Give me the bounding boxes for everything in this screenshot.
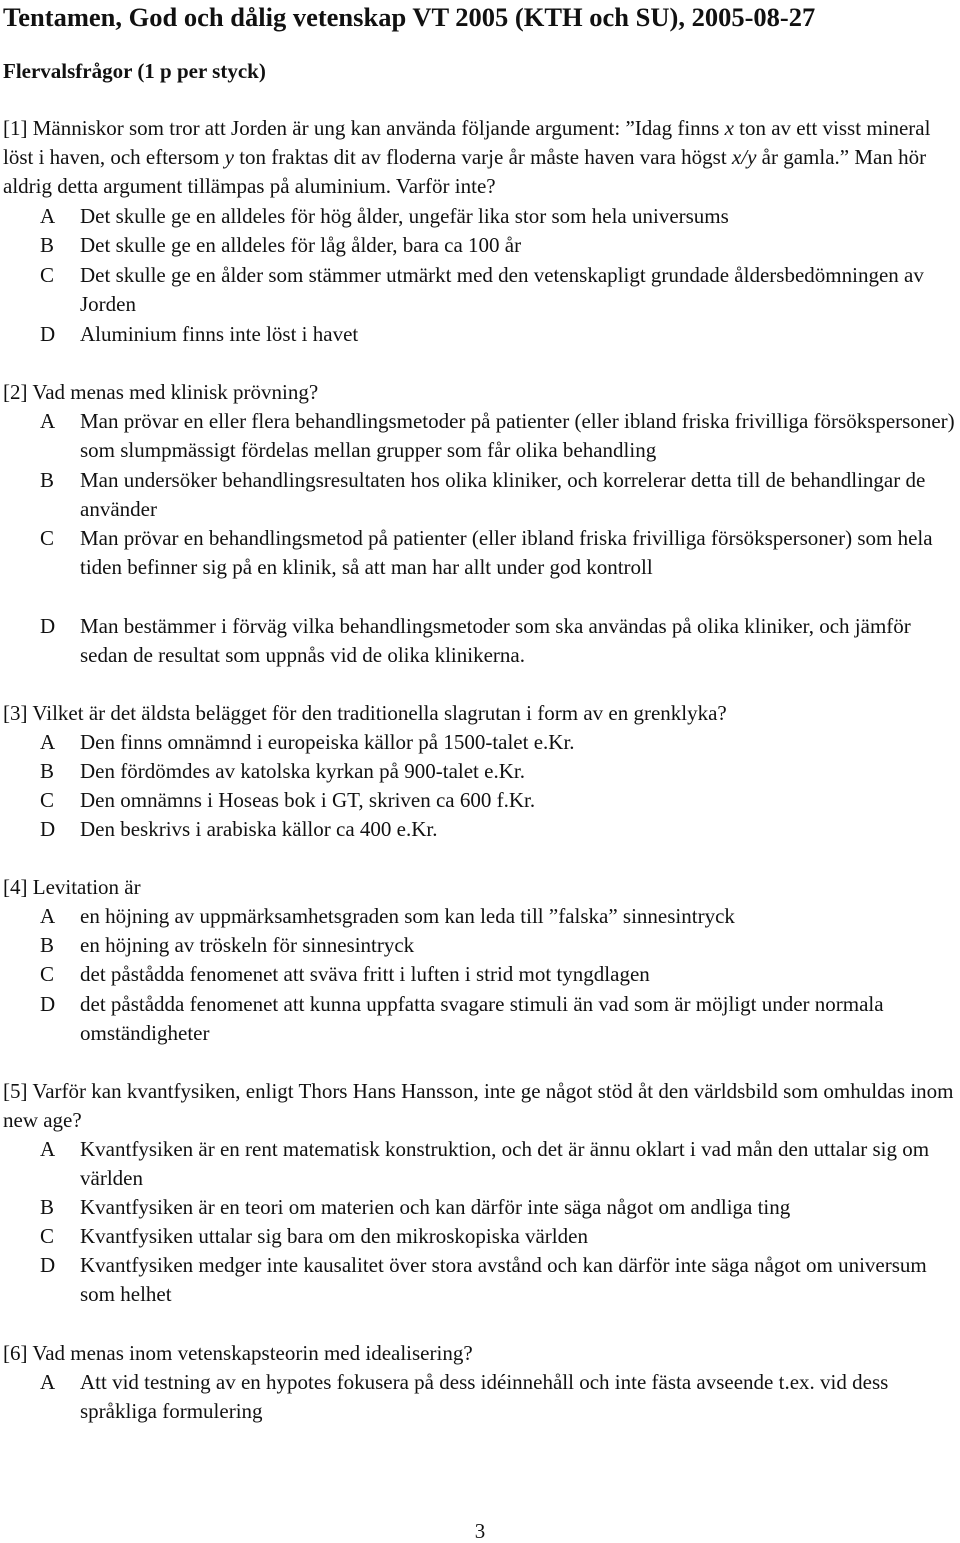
question-5-option-d: [40, 1251, 958, 1309]
option-letter: A: [40, 730, 56, 754]
variable-y: y: [224, 145, 234, 170]
option-letter: C: [40, 526, 55, 550]
option-letter: A: [40, 204, 56, 228]
option-text: det påstådda fenomenet att sväva fritt i luften i strid mot tyngdlagen: [80, 962, 650, 986]
option-letter: B: [40, 233, 55, 257]
option-text: Den finns omnämnd i europeiska källor på 1500-talet e.Kr.: [80, 730, 575, 754]
option-text: Det skulle ge en ålder som stämmer utmärkt med den vetenskapligt grundade åldersbedömningen av Jorden: [80, 263, 924, 317]
option-text: Kvantfysiken är en rent matematisk konstruktion, och det är ännu oklart i vad mån den uttalar sig om världen: [80, 1137, 930, 1191]
option-text: Det skulle ge en alldeles för hög ålder, ungefär lika stor som hela universums: [80, 204, 729, 228]
question-5-option-b: [40, 1193, 958, 1222]
question-1-option-c: [40, 261, 958, 319]
question-2-option-a: [40, 407, 958, 465]
question-4-option-c: [40, 960, 958, 989]
option-letter: A: [40, 409, 56, 433]
variable-x: x: [724, 116, 734, 140]
question-5-option-c: [40, 1222, 958, 1251]
question-2-option-c: [40, 524, 958, 582]
question-6-option-a: [40, 1368, 958, 1426]
option-letter: C: [40, 962, 55, 986]
section-heading: Flervalsfrågor (1 p per styck): [3, 59, 266, 83]
option-letter: C: [40, 788, 55, 812]
option-text: Kvantfysiken är en teori om materien och kan därför inte säga något om andliga ting: [80, 1195, 791, 1219]
question-3-stem: [3] Vilket är det äldsta belägget för den traditionella slagrutan i form av en grenklyka?: [3, 701, 727, 725]
option-letter: C: [40, 263, 55, 287]
option-text: Det skulle ge en alldeles för låg ålder, bara ca 100 år: [80, 233, 522, 257]
option-text: en höjning av uppmärksamhetsgraden som kan leda till ”falska” sinnesintryck: [80, 904, 735, 928]
question-3-option-d: [40, 815, 958, 844]
question-2-stem: [2] Vad menas med klinisk prövning?: [3, 380, 319, 404]
option-text: Den beskrivs i arabiska källor ca 400 e.Kr.: [80, 817, 438, 841]
question-3-option-b: [40, 757, 958, 786]
question-4-option-d: [40, 990, 958, 1048]
question-1-stem-part: ton fraktas dit av floderna varje år måste haven vara högst: [233, 145, 732, 170]
question-3-option-a: [40, 728, 958, 757]
question-1-stem-part: [1] Människor som tror att Jorden är ung kan använda följande argument: ”Idag finns: [3, 116, 725, 140]
variable-x-over-y: x/y: [731, 145, 757, 170]
option-text: Den fördömdes av katolska kyrkan på 900-talet e.Kr.: [80, 759, 525, 783]
question-4-option-a: [40, 902, 958, 931]
option-letter: D: [40, 992, 56, 1016]
question-1-stem-part: ton av ett visst mineral löst i haven, och eftersom: [3, 116, 931, 170]
option-text: Den omnämns i Hoseas bok i GT, skriven ca 600 f.Kr.: [80, 788, 536, 812]
question-4-option-b: [40, 931, 958, 960]
option-letter: A: [40, 1137, 56, 1161]
option-text: Att vid testning av en hypotes fokusera på dess idéinnehåll och inte fästa avseende t.ex. vid dess språkliga formulering: [80, 1370, 889, 1424]
option-text: en höjning av tröskeln för sinnesintryck: [80, 933, 415, 957]
option-text: Man undersöker behandlingsresultaten hos olika kliniker, och korrelerar detta till de behandlingar de använder: [80, 468, 926, 522]
option-letter: D: [40, 322, 56, 346]
question-1-stem: [3, 114, 958, 202]
option-letter: A: [40, 1370, 56, 1394]
option-letter: D: [40, 614, 56, 638]
question-2-option-d: [40, 612, 958, 670]
option-text: Kvantfysiken uttalar sig bara om den mikroskopiska världen: [80, 1224, 588, 1248]
option-letter: B: [40, 933, 55, 957]
question-1-option-b: [40, 231, 958, 260]
question-3-option-c: [40, 786, 958, 815]
page-number: 3: [474, 1519, 486, 1543]
option-letter: D: [40, 817, 56, 841]
option-letter: B: [40, 468, 55, 492]
option-letter: B: [40, 759, 55, 783]
question-4-stem: [4] Levitation är: [3, 875, 141, 899]
option-letter: D: [40, 1253, 56, 1277]
option-text: Man prövar en behandlingsmetod på patienter (eller ibland friska frivilliga försökspersoner) som hela tiden befinner sig på en klinik, så att man har allt under god kontroll: [80, 526, 933, 580]
option-text: Kvantfysiken medger inte kausalitet över stora avstånd och kan därför inte säga något om universum som helhet: [80, 1253, 927, 1307]
question-1-option-d: [40, 320, 958, 349]
option-text: Aluminium finns inte löst i havet: [80, 322, 359, 346]
question-2-option-b: [40, 466, 958, 524]
option-text: Man bestämmer i förväg vilka behandlingsmetoder som ska användas på olika kliniker, och jämför sedan de resultat som uppnås vid de olika klinikerna.: [80, 614, 911, 668]
question-6-stem: [6] Vad menas inom vetenskapsteorin med idealisering?: [3, 1341, 473, 1365]
question-1-stem-part: år gamla.” Man hör aldrig detta argument tillämpas på aluminium. Varför inte?: [3, 145, 927, 199]
question-5-stem: [5] Varför kan kvantfysiken, enligt Thors Hans Hansson, inte ge något stöd åt den världsbild som omhuldas inom new age?: [3, 1079, 954, 1133]
option-text: det påstådda fenomenet att kunna uppfatta svagare stimuli än vad som är möjligt under normala omständigheter: [80, 992, 884, 1046]
question-1-option-a: [40, 202, 958, 231]
option-letter: A: [40, 904, 56, 928]
option-letter: C: [40, 1224, 55, 1248]
page-title: Tentamen, God och dålig vetenskap VT 2005 (KTH och SU), 2005-08-27: [3, 2, 816, 32]
question-5-option-a: [40, 1135, 958, 1193]
option-text: Man prövar en eller flera behandlingsmetoder på patienter (eller ibland friska frivilliga försökspersoner) som slumpmässigt fördelas mellan grupper som får olika behandling: [80, 409, 955, 463]
option-letter: B: [40, 1195, 55, 1219]
